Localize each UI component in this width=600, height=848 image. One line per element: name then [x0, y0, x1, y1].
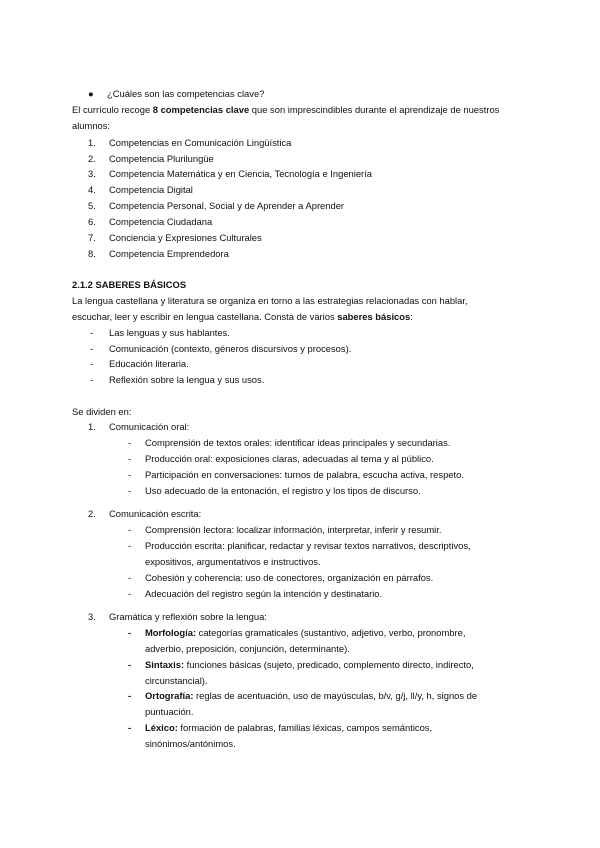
competencia-item: Competencias en Comunicación Lingüística: [109, 137, 292, 148]
dash-marker: -: [90, 327, 94, 338]
sub-item: Comprensión lectora: localizar información, interpretar, inferir y resumir.: [145, 524, 442, 535]
sub-item-continuation: expositivos, argumentativos e instructivos.: [145, 556, 321, 567]
dash-marker: -: [128, 437, 132, 448]
dash-marker: -: [90, 358, 94, 369]
paragraph-text-after: :: [410, 311, 413, 322]
dash-marker: -: [128, 453, 132, 464]
sub-item: Adecuación del registro según la intención y destinatario.: [145, 588, 383, 599]
list-number: 2.: [88, 508, 96, 519]
competencia-item: Competencia Matemática y en Ciencia, Tecnología e Ingeniería: [109, 168, 372, 179]
sub-item: Participación en conversaciones: turnos de palabra, escucha activa, respeto.: [145, 469, 464, 480]
paragraph-text: escuchar, leer y escribir en lengua castellana. Consta de varios: [72, 311, 338, 322]
group-title: Comunicación oral:: [109, 421, 190, 432]
sub-item-continuation: puntuación.: [145, 706, 194, 717]
competencias-intro: [72, 104, 499, 116]
section-heading: 2.1.2 SABERES BÁSICOS: [72, 279, 187, 290]
term-bold: Morfología:: [145, 627, 197, 638]
intro-text: El currículo recoge: [72, 104, 153, 115]
dash-marker: -: [128, 627, 132, 638]
list-number: 5.: [88, 200, 96, 211]
dash-marker: -: [128, 659, 132, 670]
competencia-item: Competencia Plurilungüe: [109, 153, 214, 164]
sub-item-continuation: adverbio, preposición, conjunción, determinante).: [145, 643, 350, 654]
group-title: Comunicación escrita:: [109, 508, 202, 519]
list-number: 7.: [88, 232, 96, 243]
saberes-paragraph-line1: La lengua castellana y literatura se organiza en torno a las estrategias relacionadas con hablar,: [72, 295, 468, 306]
paragraph-bold: saberes básicos: [337, 311, 411, 322]
saberes-paragraph-line2: [72, 311, 413, 323]
sub-item-continuation: sinónimos/antónimos.: [145, 738, 236, 749]
sub-item: [145, 690, 477, 702]
intro-bold: 8 competencias clave: [152, 104, 250, 115]
competencia-item: Conciencia y Expresiones Culturales: [109, 232, 262, 243]
competencia-item: Competencia Personal, Social y de Aprender a Aprender: [109, 200, 345, 211]
dash-marker: -: [90, 374, 94, 385]
sub-item: Uso adecuado de la entonación, el registro y los tipos de discurso.: [145, 485, 421, 496]
sub-item: Cohesión y coherencia: uso de conectores, organización en párrafos.: [145, 572, 434, 583]
group-title: Gramática y reflexión sobre la lengua:: [109, 611, 267, 622]
term-bold: Léxico:: [145, 722, 178, 733]
dash-marker: -: [128, 540, 132, 551]
dash-marker: -: [128, 722, 132, 733]
competencia-item: Competencia Ciudadana: [109, 216, 213, 227]
bullet-marker: ●: [88, 88, 94, 99]
sub-item: [145, 722, 432, 734]
competencia-item: Competencia Digital: [109, 184, 193, 195]
dash-marker: -: [128, 572, 132, 583]
competencia-item: Competencia Emprendedora: [109, 248, 229, 259]
list-number: 1.: [88, 421, 96, 432]
dash-marker: -: [128, 485, 132, 496]
term-definition: funciones básicas (sujeto, predicado, complemento directo, indirecto,: [184, 659, 474, 670]
list-number: 3.: [88, 611, 96, 622]
term-bold: Ortografía:: [145, 690, 194, 701]
saber-item: Comunicación (contexto, géneros discursivos y procesos).: [109, 343, 352, 354]
list-number: 3.: [88, 168, 96, 179]
intro-text-after: que son imprescindibles durante el aprendizaje de nuestros: [249, 104, 500, 115]
term-bold: Sintaxis:: [145, 659, 185, 670]
sub-item: Producción oral: exposiciones claras, adecuadas al tema y al público.: [145, 453, 434, 464]
saber-item: Las lenguas y sus hablantes.: [109, 327, 230, 338]
sub-item: [145, 659, 474, 671]
sub-item: Comprensión de textos orales: identificar ideas principales y secundarias.: [145, 437, 451, 448]
dash-marker: -: [128, 588, 132, 599]
list-number: 1.: [88, 137, 96, 148]
list-number: 4.: [88, 184, 96, 195]
dash-marker: -: [128, 469, 132, 480]
divide-label: Se dividen en:: [72, 406, 132, 417]
sub-item-continuation: circunstancial).: [145, 675, 208, 686]
list-number: 8.: [88, 248, 96, 259]
dash-marker: -: [90, 343, 94, 354]
saber-item: Reflexión sobre la lengua y sus usos.: [109, 374, 265, 385]
competencias-intro-line2: alumnos:: [72, 120, 111, 131]
sub-item: Producción escrita: planificar, redactar y revisar textos narrativos, descriptivos,: [145, 540, 471, 551]
list-number: 6.: [88, 216, 96, 227]
dash-marker: -: [128, 524, 132, 535]
term-definition: formación de palabras, familias léxicas, campos semánticos,: [177, 722, 433, 733]
saber-item: Educación literaria.: [109, 358, 189, 369]
dash-marker: -: [128, 690, 132, 701]
sub-item: [145, 627, 465, 639]
term-definition: categorías gramaticales (sustantivo, adjetivo, verbo, pronombre,: [196, 627, 466, 638]
term-definition: reglas de acentuación, uso de mayúsculas, b/v, g/j, ll/y, h, signos de: [193, 690, 478, 701]
list-number: 2.: [88, 153, 96, 164]
competencias-question: ¿Cuáles son las competencias clave?: [107, 88, 265, 99]
